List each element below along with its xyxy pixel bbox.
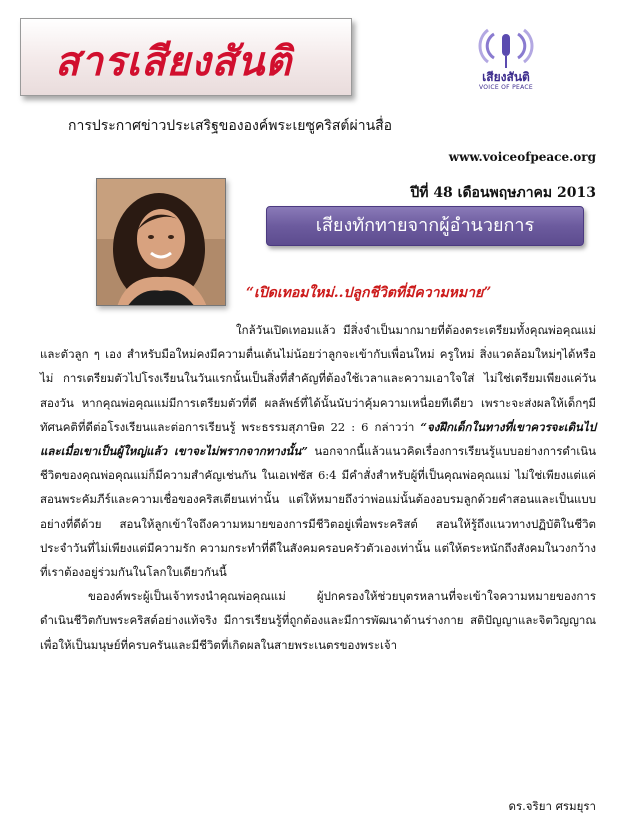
article-paragraph-2: ขอองค์พระผู้เป็นเจ้าทรงนำคุณพ่อคุณแม่ ผู้ปกครองให้ช่วยบุตรหลานที่จะเข้าใจความหมายของการดำเนินชีวิตกับพระคริสต์อย่างแท้จริง มีการเรียนรู้ที่ถูกต้องและมีการพัฒนาด้านร่างกาย สติปัญญาและจิตวิญญาณเพื่อให้เป็นมนุษย์ที่ครบครันและมีชีวิตที่เกิดผลในสายพระเนตรของพระเจ้า: [40, 589, 596, 652]
logo-name: เสียงสันติ: [482, 70, 530, 84]
director-photo: [96, 178, 226, 306]
scripture-quote: “จงฝึกเด็กในทางที่เขาควรจะเดินไป และเมื่อเขาเป็นผู้ใหญ่แล้ว เขาจะไม่พรากจากทางนั้น”: [40, 419, 596, 459]
masthead-title: สารเสียงสันติ: [55, 39, 293, 85]
newsletter-subtitle: การประกาศข่าวประเสริฐขององค์พระเยซูคริสต์ผ่านสื่อ: [68, 118, 393, 134]
article-headline: “เปิดเทอมใหม่..ปลูกชีวิตที่มีความหมาย”: [246, 285, 492, 301]
article-text: ใกล้วันเปิดเทอมแล้ว มีสิ่งจำเป็นมากมายที่ต้องตระเตรียมทั้งคุณพ่อคุณแม่และตัวลูก ๆ เอง สำหรับมือใหม่คงมีความตื่นเต้นไม่น้อยว่าลูกจะเข้ากับเพื่อนใหม่ ครูใหม่ สิ่งแวดล้อมใหม่ๆได้หรือไม่ การเตรียมตัวไปโรงเรียนในวันแรกนั้นเป็นสิ่งที่สำคัญที่ต้องใช้เวลาและความเอาใจใส่ ไม่ใช่เตรียมเพียงแค่วันสองวัน หากคุณพ่อคุณแม่มีการเตรียมตัวที่ดี ผลลัพธ์ที่ได้นั้นนับว่าคุ้มความเหนื่อยทีเดียว เพราะจะส่งผลให้เด็กๆมีทัศนคติที่ดีต่อโรงเรียนและต่อการเรียนรู้ พระธรรมสุภาษิต 22 : 6 กล่าวว่า: [40, 323, 596, 434]
author-signature: ดร.จริยา ศรมยุรา: [508, 799, 596, 813]
logo-tagline: VOICE OF PEACE: [478, 84, 534, 91]
masthead-box: [20, 18, 352, 96]
broadcast-waves-icon: [472, 28, 540, 70]
article-paragraph-1: [40, 318, 596, 584]
article-text: นอกจากนี้แล้วแนวคิดเรื่องการเรียนรู้แบบอย่างการดำเนินชีวิตของคุณพ่อคุณแม่ก็มีความสำคัญเช่นกัน ในเอเฟซัส 6:4 มีคำสั่งสำหรับผู้ที่เป็นคุณพ่อคุณแม่ ไม่ใช่เพียงแต่แค่สอนพระคัมภีร์และความเชื่อของคริสเตียนเท่านั้น แต่ให้หมายถึงว่าพ่อแม่นั้นต้องอบรมลูกด้วยคำสอนและเป็นแบบอย่างที่ดีด้วย สอนให้ลูกเข้าใจถึงความหมายของการมีชีวิตอยู่เพื่อพระคริสต์ สอนให้รู้ถึงแนวทางปฏิบัติในชีวิตประจำวันที่ไม่เพียงแต่มีความรัก ความกระทำที่ดีในสังคมครอบครัวตัวเองเท่านั้น แต่ให้ตระหนักถึงสังคมในวงกว้างที่เราต้องอยู่ร่วมกันในโลกใบเดียวกันนี้: [40, 444, 597, 580]
website-url[interactable]: www.voiceofpeace.org: [448, 150, 596, 164]
voice-of-peace-logo: [462, 28, 550, 104]
section-title-banner: เสียงทักทายจากผู้อำนวยการ: [266, 206, 584, 246]
issue-date: ปีที่ 48 เดือนพฤษภาคม 2013: [410, 185, 596, 201]
article-body: [40, 318, 596, 657]
